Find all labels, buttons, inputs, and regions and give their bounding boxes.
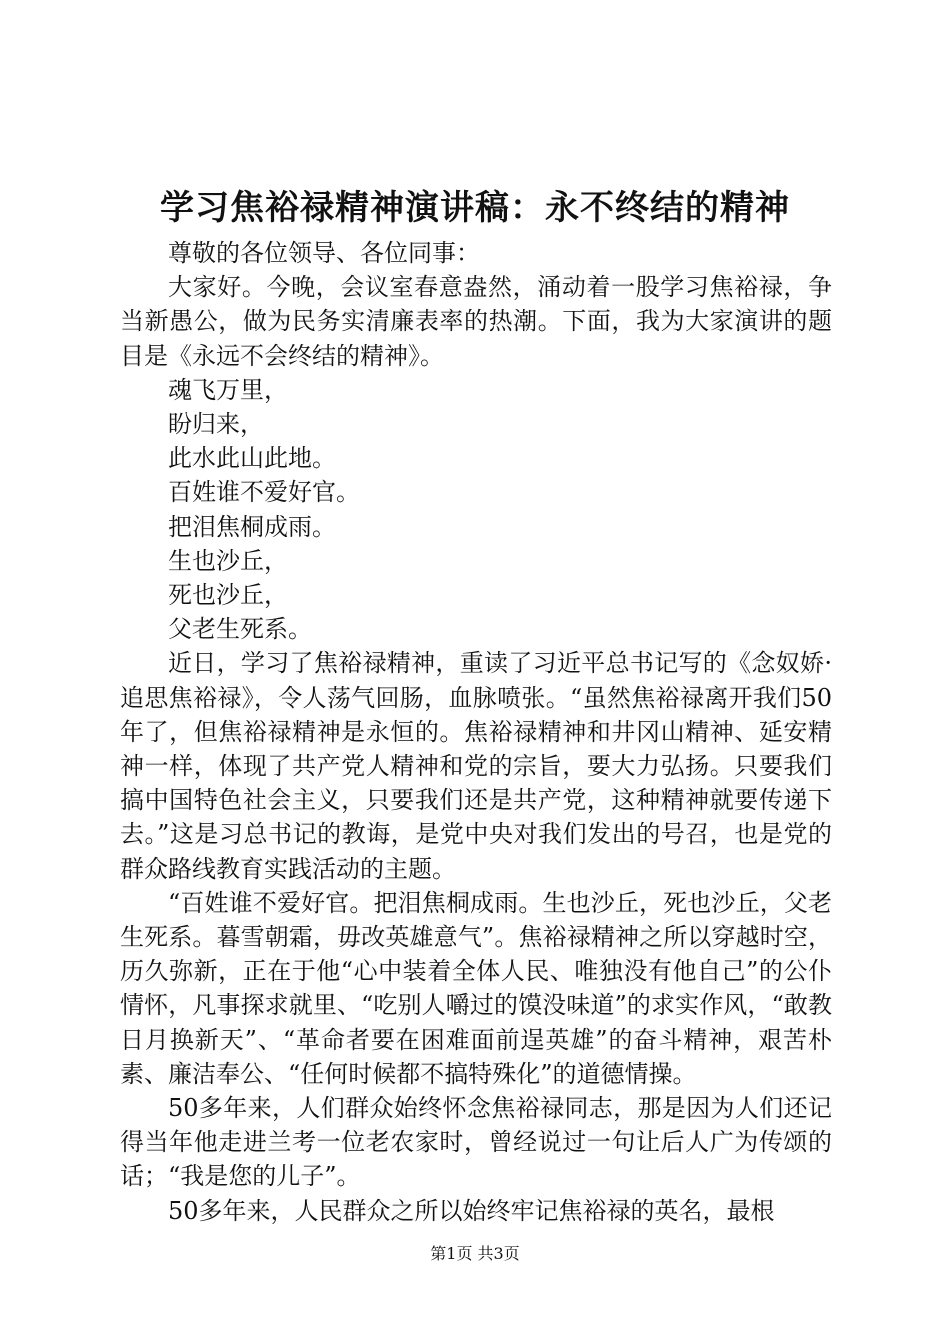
page-footer: 第1页 共3页 bbox=[430, 1244, 520, 1263]
paragraph: 大家好。今晚，会议室春意盎然，涌动着一股学习焦裕禄，争当新愚公，做为民务实清廉表率的热潮。下面，我为大家演讲的题目是《永远不会终结的精神》。 bbox=[120, 273, 832, 370]
paragraph: 50多年来，人民群众之所以始终牢记焦裕禄的英名，最根 bbox=[168, 1196, 775, 1225]
poem-line: 魂飞万里， bbox=[168, 375, 288, 404]
poem-line: 百姓谁不爱好官。 bbox=[168, 478, 360, 507]
poem-line: 生也沙丘， bbox=[168, 546, 288, 575]
poem-line: 此水此山此地。 bbox=[168, 444, 336, 473]
document-body bbox=[120, 236, 832, 1228]
paragraph: “百姓谁不爱好官。把泪焦桐成雨。生也沙丘，死也沙丘，父老生死系。暮雪朝霜，毋改英雄意气”。焦裕禄精神之所以穿越时空，历久弥新，正在于他“心中装着全体人民、唯独没有他自己”的公仆情怀，凡事探求就里、“吃别人嚼过的馍没味道”的求实作风，“敢教日月换新天”、“革命者要在困难面前逞英雄”的奋斗精神，艰苦朴素、廉洁奉公、“任何时候都不搞特殊化”的道德情操。 bbox=[120, 888, 832, 1088]
poem-line: 盼归来， bbox=[168, 410, 264, 439]
paragraph: 50多年来，人们群众始终怀念焦裕禄同志，那是因为人们还记得当年他走进兰考一位老农家时，曾经说过一句让后人广为传颂的话；“我是您的儿子”。 bbox=[120, 1094, 832, 1191]
poem-line: 死也沙丘， bbox=[168, 581, 288, 610]
salutation: 尊敬的各位领导、各位同事： bbox=[168, 239, 480, 267]
paragraph: 近日，学习了焦裕禄精神，重读了习近平总书记写的《念奴娇·追思焦裕禄》，令人荡气回肠，血脉喷张。“虽然焦裕禄离开我们50年了，但焦裕禄精神是永恒的。焦裕禄精神和井冈山精神、延安精神一样，体现了共产党人精神和党的宗旨，要大力弘扬。只要我们搞中国特色社会主义，只要我们还是共产党，这种精神就要传递下去。”这是习总书记的教诲，是党中央对我们发出的号召，也是党的群众路线教育实践活动的主题。 bbox=[120, 649, 832, 883]
document-title: 学习焦裕禄精神演讲稿：永不终结的精神 bbox=[160, 188, 790, 228]
poem-line: 把泪焦桐成雨。 bbox=[168, 512, 336, 541]
poem-line: 父老生死系。 bbox=[168, 615, 312, 644]
